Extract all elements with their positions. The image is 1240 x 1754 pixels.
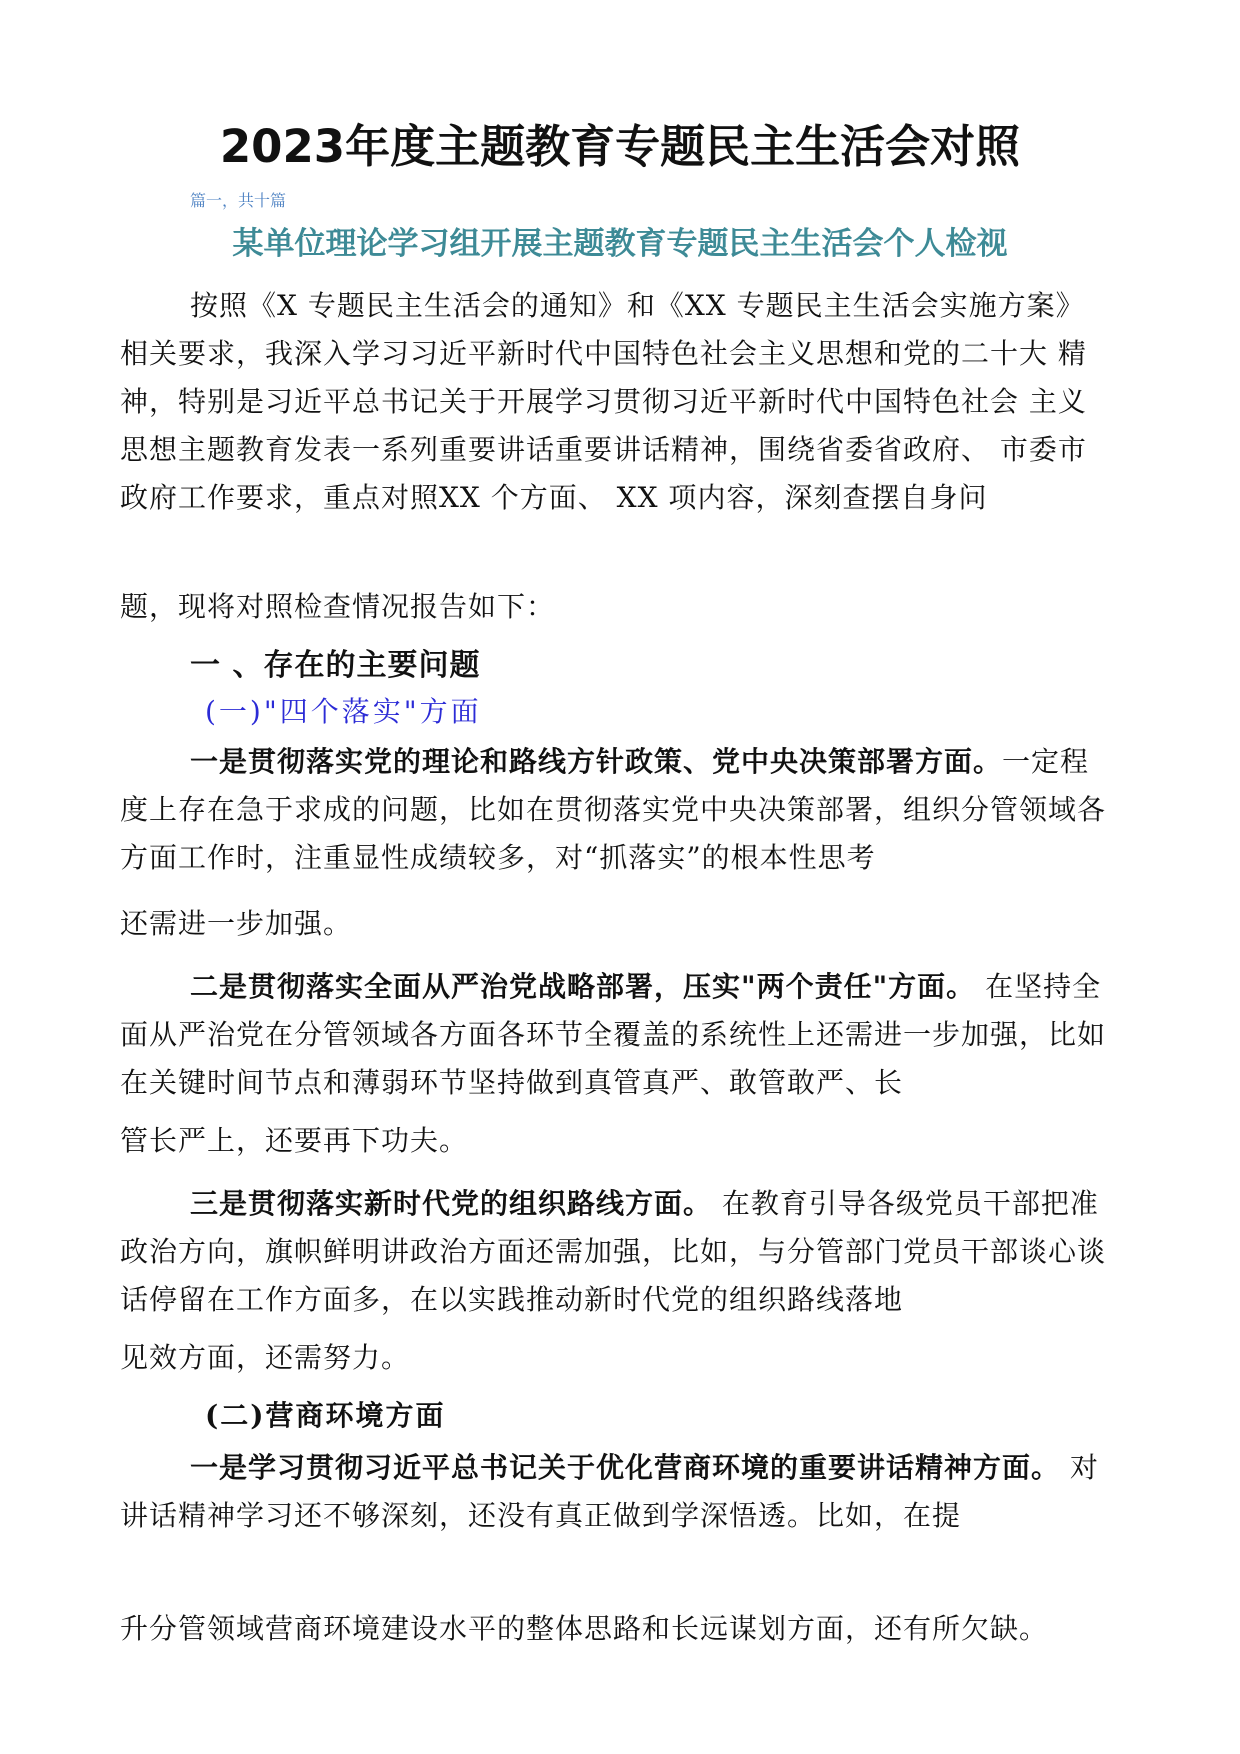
item-paragraph-2-tail: 管长严上，还要再下功夫。 (120, 1124, 469, 1157)
item-paragraph-2 (120, 963, 1110, 1107)
item-paragraph-4-tail: 升分管领域营商环境建设水平的整体思路和长远谋划方面，还有所欠缺。 (120, 1612, 1049, 1645)
item-1-lead: 一是贯彻落实党的理论和路线方针政策、党中央决策部署方面。 (190, 745, 1003, 778)
item-3-body: 在教育引导各级党员干部把准政治方向，旗帜鲜明讲政治方面还需加强，比如，与分管部门党员干部谈心谈话停留在工作方面多，在以实践推动新时代党的组织路线落地 (120, 1187, 1107, 1316)
document-subtitle: 某单位理论学习组开展主题教育专题民主生活会个人检视 (232, 226, 1008, 262)
item-2-body: 在坚持全面从严治党在分管领域各方面各环节全覆盖的系统性上还需进一步加强，比如在关键时间节点和薄弱环节坚持做到真管真严、敢管敢严、长 (120, 970, 1107, 1099)
item-paragraph-4 (120, 1444, 1110, 1540)
item-paragraph-1 (120, 738, 1110, 882)
item-paragraph-3 (120, 1180, 1110, 1324)
item-paragraph-1-tail: 还需进一步加强。 (120, 907, 353, 940)
item-paragraph-3-tail: 见效方面，还需努力。 (120, 1341, 411, 1374)
subsection-heading-four-implementations: (一)"四个落实"方面 (205, 695, 482, 728)
intro-paragraph: 按照《X 专题民主生活会的通知》和《XX 专题民主生活会实施方案》 相关要求，我深入学习习近平新时代中国特色社会主义思想和党的二十大 精神，特别是习近平总书记关于开展学习贯彻习近平新时代中国特色社会 主义思想主题教育发表一系列重要讲话重要讲话精神，围绕省委省政府、 市委市政府工作要求，重点对照XX 个方面、 XX 项内容，深刻查摆自身问 (120, 289, 1087, 514)
intro-paragraph-tail: 题，现将对照检查情况报告如下： (120, 590, 556, 623)
subsection-heading-business-environment: (二)营商环境方面 (205, 1399, 446, 1432)
item-1-body: 一定程度上存在急于求成的问题，比如在贯彻落实党中央决策部署，组织分管领域各方面工作时，注重显性成绩较多，对“抓落实”的根本性思考 (120, 745, 1107, 874)
item-4-body: 对讲话精神学习还不够深刻，还没有真正做到学深悟透。比如，在提 (120, 1451, 1099, 1532)
series-note: 篇一，共十篇 (190, 191, 287, 210)
item-3-lead: 三是贯彻落实新时代党的组织路线方面。 (190, 1187, 713, 1220)
section-heading-problems: 一 、存在的主要问题 (190, 648, 481, 683)
item-2-lead: 二是贯彻落实全面从严治党战略部署，压实"两个责任"方面。 (190, 970, 976, 1003)
document-title: 2023年度主题教育专题民主生活会对照 (219, 120, 1021, 173)
item-4-lead: 一是学习贯彻习近平总书记关于优化营商环境的重要讲话精神方面。 (190, 1451, 1061, 1484)
